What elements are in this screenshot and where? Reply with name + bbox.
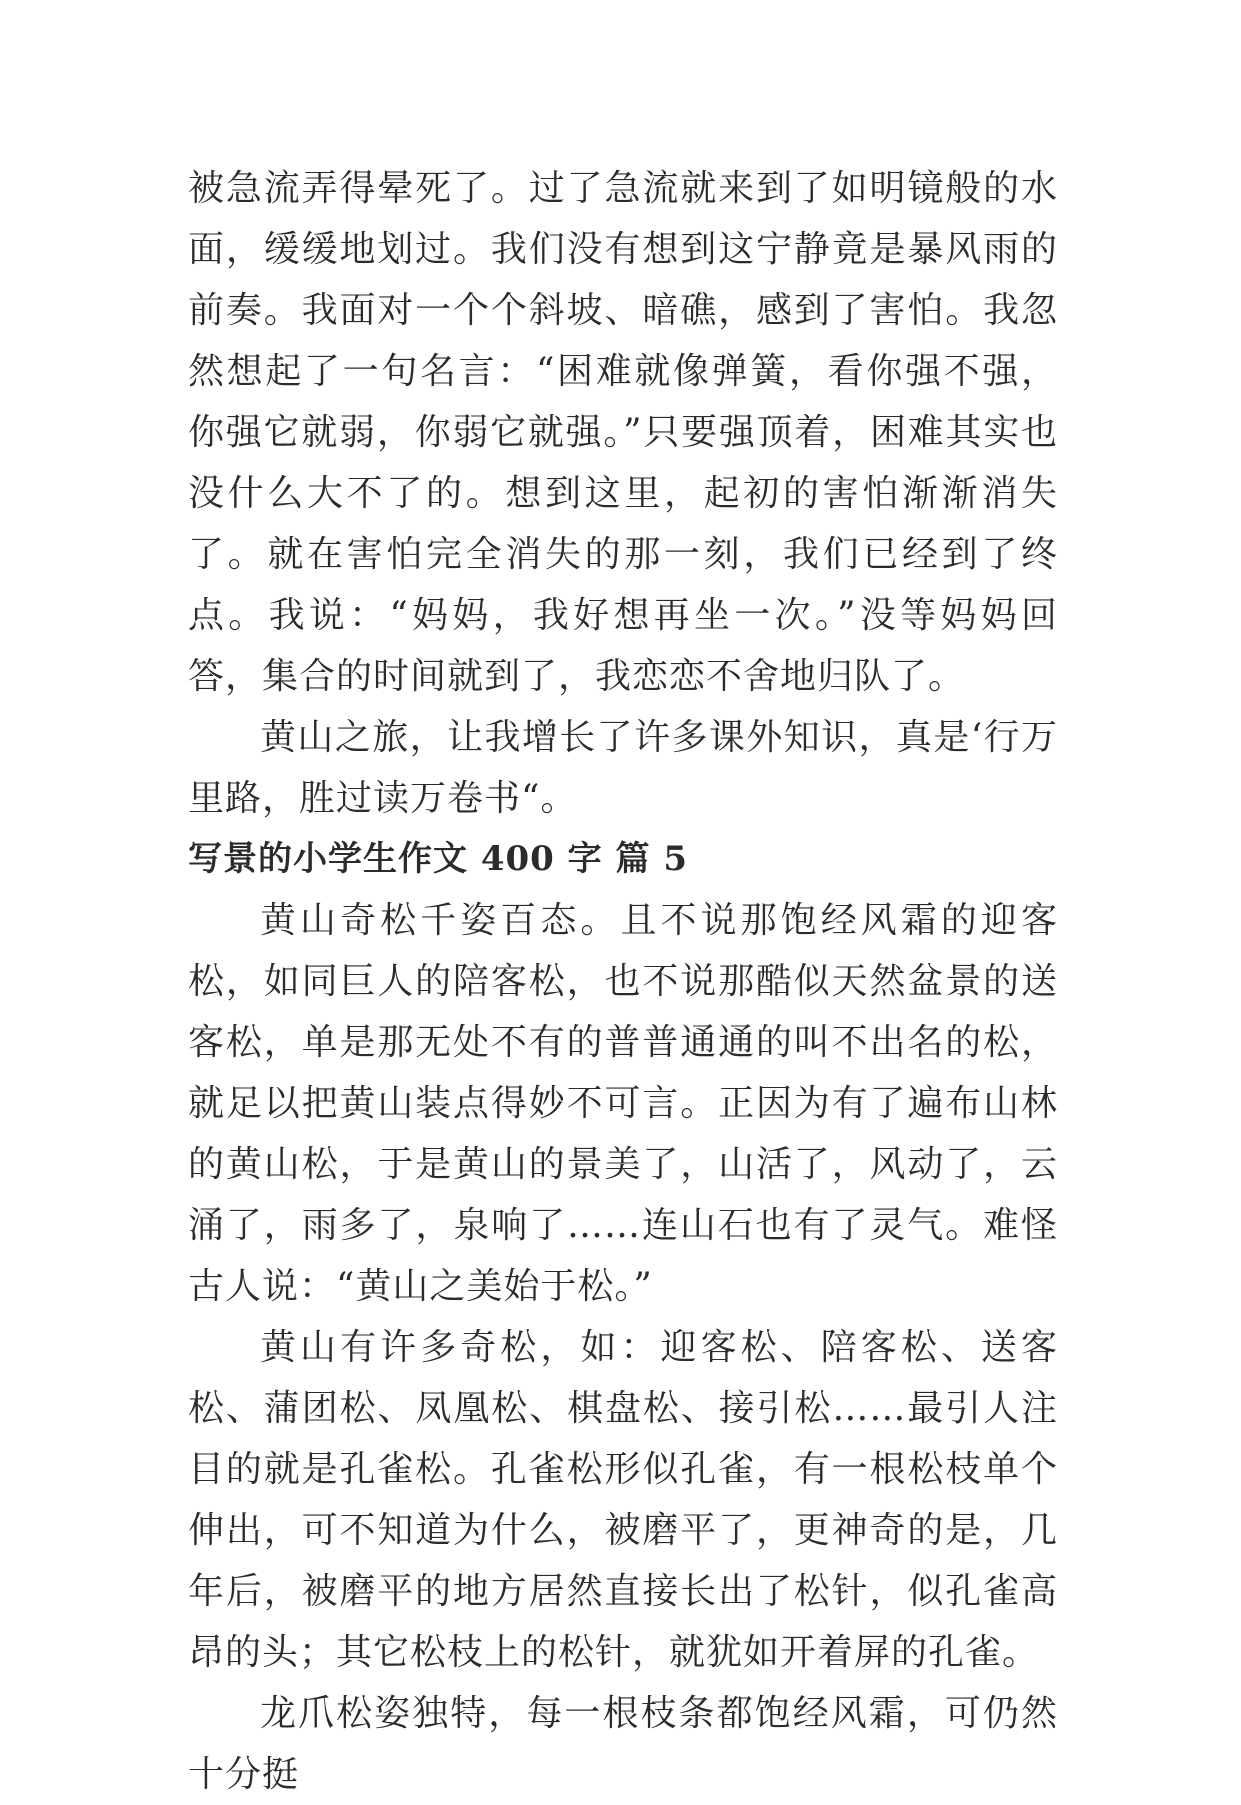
paragraph-huangshan-pines: 黄山奇松千姿百态。且不说那饱经风霜的迎客松，如同巨人的陪客松，也不说那酷似天然盆景的送客松，单是那无处不有的普普通通的叫不出名的松，就足以把黄山装点得妙不可言。正因为有了遍布山林的黄山松，于是黄山的景美了，山活了，风动了，云涌了，雨多了，泉响了……连山石也有了灵气。难怪古人说：“黄山之美始于松。” — [188, 900, 1058, 1307]
paragraph-conclusion: 黄山之旅，让我增长了许多课外知识，真是‘行万里路，胜过读万卷书“。 — [188, 717, 1058, 819]
paragraph-rapids: 被急流弄得晕死了。过了急流就来到了如明镜般的水面，缓缓地划过。我们没有想到这宁静竟是暴风雨的前奏。我面对一个个斜坡、暗礁，感到了害怕。我忽然想起了一句名言：“困难就像弹簧，看你强不强，你强它就弱，你弱它就强。”只要强顶着，困难其实也没什么大不了的。想到这里，起初的害怕渐渐消失了。就在害怕完全消失的那一刻，我们已经到了终点。我说：“妈妈，我好想再坐一次。”没等妈妈回答，集合的时间就到了，我恋恋不舍地归队了。 — [188, 168, 1058, 697]
paragraph-peacock-pine: 黄山有许多奇松，如：迎客松、陪客松、送客松、蒲团松、凤凰松、棋盘松、接引松……最引人注目的就是孔雀松。孔雀松形似孔雀，有一根松枝单个伸出，可不知道为什么，被磨平了，更神奇的是，几年后，被磨平的地方居然直接长出了松针，似孔雀高昂的头；其它松枝上的松针，就犹如开着屏的孔雀。 — [188, 1327, 1058, 1673]
paragraph-dragon-claw-pine: 龙爪松姿独特，每一根枝条都饱经风霜，可仍然十分挺 — [188, 1693, 1058, 1795]
section-heading: 写景的小学生作文 400 字 篇 5 — [188, 839, 688, 879]
document-body — [188, 158, 1058, 1805]
